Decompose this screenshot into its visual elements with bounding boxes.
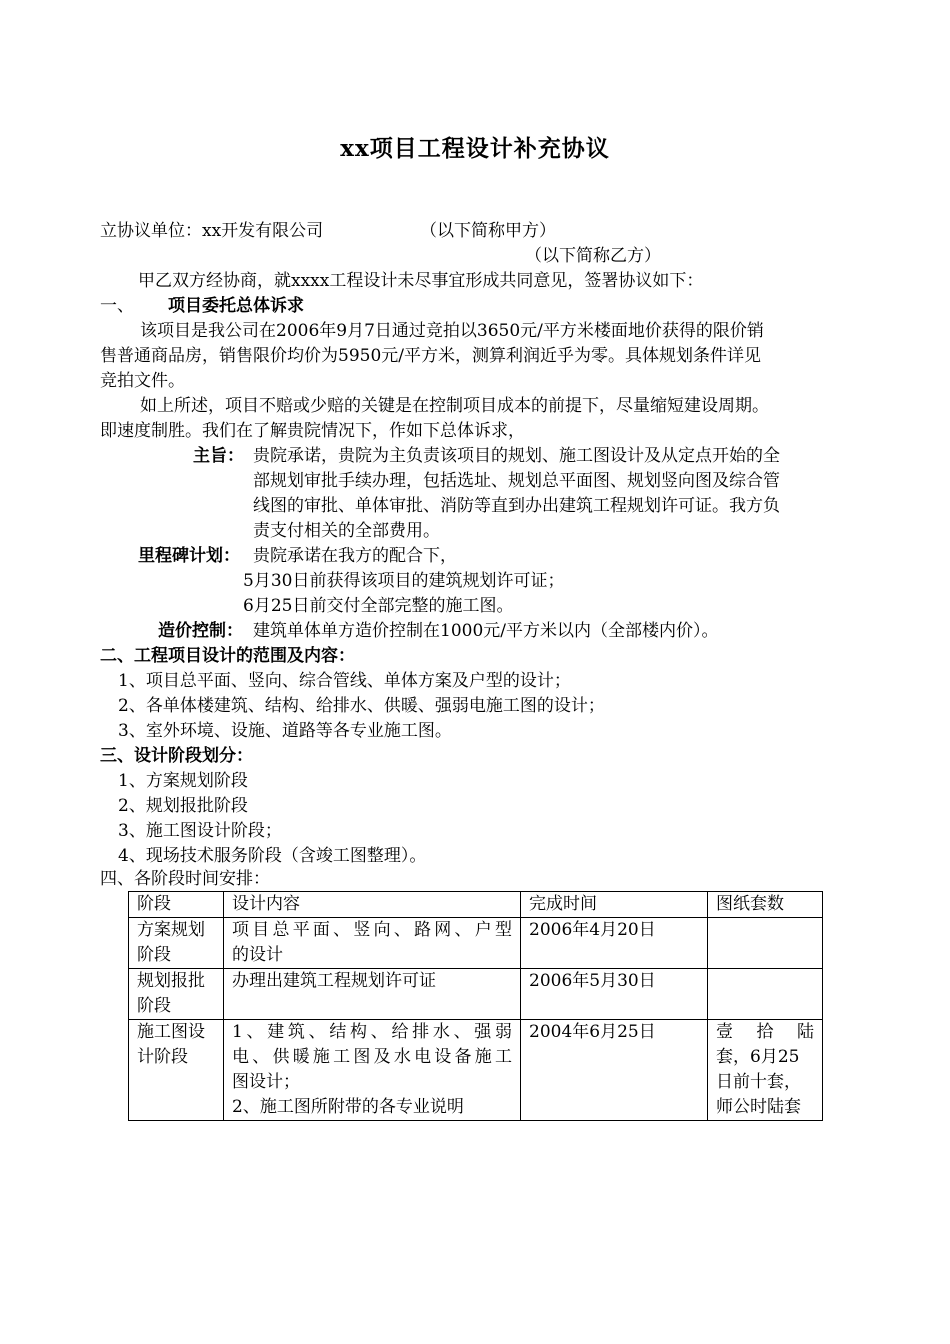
time-cell: 2004年6月25日 (521, 1020, 708, 1121)
section2-item: 2、各单体楼建筑、结构、给排水、供暖、强弱电施工图的设计； (118, 696, 605, 716)
cell-line: 图设计； (232, 1072, 300, 1092)
section2-heading: 二、工程项目设计的范围及内容： (100, 646, 355, 666)
cell-line: 方案规划 (137, 920, 205, 940)
cell-line: 师公时陆套 (716, 1097, 801, 1117)
document-title: xx项目工程设计补充协议 (340, 135, 610, 162)
cell-line: 阶段 (137, 996, 171, 1016)
content-cell (224, 969, 521, 1020)
main-text-line: 线图的审批、单体审批、消防等直到办出建筑工程规划许可证。我方负 (253, 496, 780, 516)
sets-cell (708, 918, 823, 969)
section1-p2-line: 即速度制胜。我们在了解贵院情况下，作如下总体诉求， (100, 421, 525, 441)
table-header-cell: 设计内容 (224, 892, 521, 918)
party-b-abbrev: （以下简称乙方） (525, 246, 661, 266)
section2-item: 3、室外环境、设施、道路等各专业施工图。 (118, 721, 452, 741)
cell-line: 电、供暖施工图及水电设备施工 (232, 1047, 512, 1067)
section3-item: 4、现场技术服务阶段（含竣工图整理）。 (118, 846, 427, 866)
milestone-item: 5月30日前获得该项目的建筑规划许可证； (243, 571, 565, 591)
main-text-line: 责支付相关的全部费用。 (253, 521, 440, 541)
sets-cell (708, 969, 823, 1020)
party-a-abbrev: （以下简称甲方） (420, 221, 556, 241)
cell-line: 办理出建筑工程规划许可证 (232, 971, 436, 991)
stage-cell (129, 1020, 224, 1121)
section1-p2-line: 如上所述，项目不赔或少赔的关键是在控制项目成本的前提下，尽量缩短建设周期。 (140, 396, 769, 416)
cost-text: 建筑单体单方造价控制在1000元/平方米以内（全部楼内价）。 (253, 621, 719, 641)
cost-label: 造价控制： (158, 621, 243, 641)
section3-heading: 三、设计阶段划分： (100, 746, 253, 766)
milestone-text: 贵院承诺在我方的配合下， (253, 546, 457, 566)
table-header-cell: 阶段 (129, 892, 224, 918)
table-row (129, 969, 823, 1020)
milestone-item: 6月25日前交付全部完整的施工图。 (243, 596, 514, 616)
content-cell (224, 918, 521, 969)
cell-line: 日前十套， (716, 1072, 801, 1092)
table-header-cell: 图纸套数 (708, 892, 823, 918)
table-header-row (129, 892, 823, 918)
stage-cell (129, 918, 224, 969)
section1-p1-line: 该项目是我公司在2006年9月7日通过竞拍以3650元/平方米楼面地价获得的限价销 (140, 321, 764, 341)
section1-heading: 项目委托总体诉求 (168, 296, 304, 316)
party-label: 立协议单位：xx开发有限公司 (100, 221, 324, 241)
cell-line: 计阶段 (137, 1047, 188, 1067)
section4-heading: 四、各阶段时间安排： (100, 869, 270, 889)
section1-p1-line: 竞拍文件。 (100, 371, 185, 391)
cell-line: 阶段 (137, 945, 171, 965)
main-text-line: 贵院承诺，贵院为主负责该项目的规划、施工图设计及从定点开始的全 (253, 446, 780, 466)
table-row (129, 918, 823, 969)
section3-item: 3、施工图设计阶段； (118, 821, 282, 841)
time-cell: 2006年5月30日 (521, 969, 708, 1020)
content-cell (224, 1020, 521, 1121)
cell-line: 的设计 (232, 945, 283, 965)
time-cell: 2006年4月20日 (521, 918, 708, 969)
intro-text: 甲乙双方经协商，就xxxx工程设计未尽事宜形成共同意见，签署协议如下： (138, 271, 704, 291)
table-header-cell: 完成时间 (521, 892, 708, 918)
cell-line: 1、建筑、结构、给排水、强弱 (232, 1022, 512, 1042)
main-label: 主旨： (193, 446, 244, 466)
cell-line: 2、施工图所附带的各专业说明 (232, 1097, 464, 1117)
cell-line: 施工图设 (137, 1022, 205, 1042)
main-text-line: 部规划审批手续办理，包括选址、规划总平面图、规划竖向图及综合管 (253, 471, 780, 491)
table-row (129, 1020, 823, 1121)
cell-line: 规划报批 (137, 971, 205, 991)
section1-number: 一、 (100, 296, 134, 316)
section2-item: 1、项目总平面、竖向、综合管线、单体方案及户型的设计； (118, 671, 571, 691)
milestone-label: 里程碑计划： (138, 546, 240, 566)
cell-line: 套，6月25 (716, 1047, 800, 1067)
section3-item: 1、方案规划阶段 (118, 771, 248, 791)
schedule-table (128, 891, 823, 1121)
sets-cell (708, 1020, 823, 1121)
section1-p1-line: 售普通商品房，销售限价均价为5950元/平方米，测算利润近乎为零。具体规划条件详见 (100, 346, 761, 366)
cell-line: 项目总平面、竖向、路网、户型 (232, 920, 512, 940)
cell-line: 壹 拾 陆 (716, 1022, 814, 1042)
section3-item: 2、规划报批阶段 (118, 796, 248, 816)
stage-cell (129, 969, 224, 1020)
